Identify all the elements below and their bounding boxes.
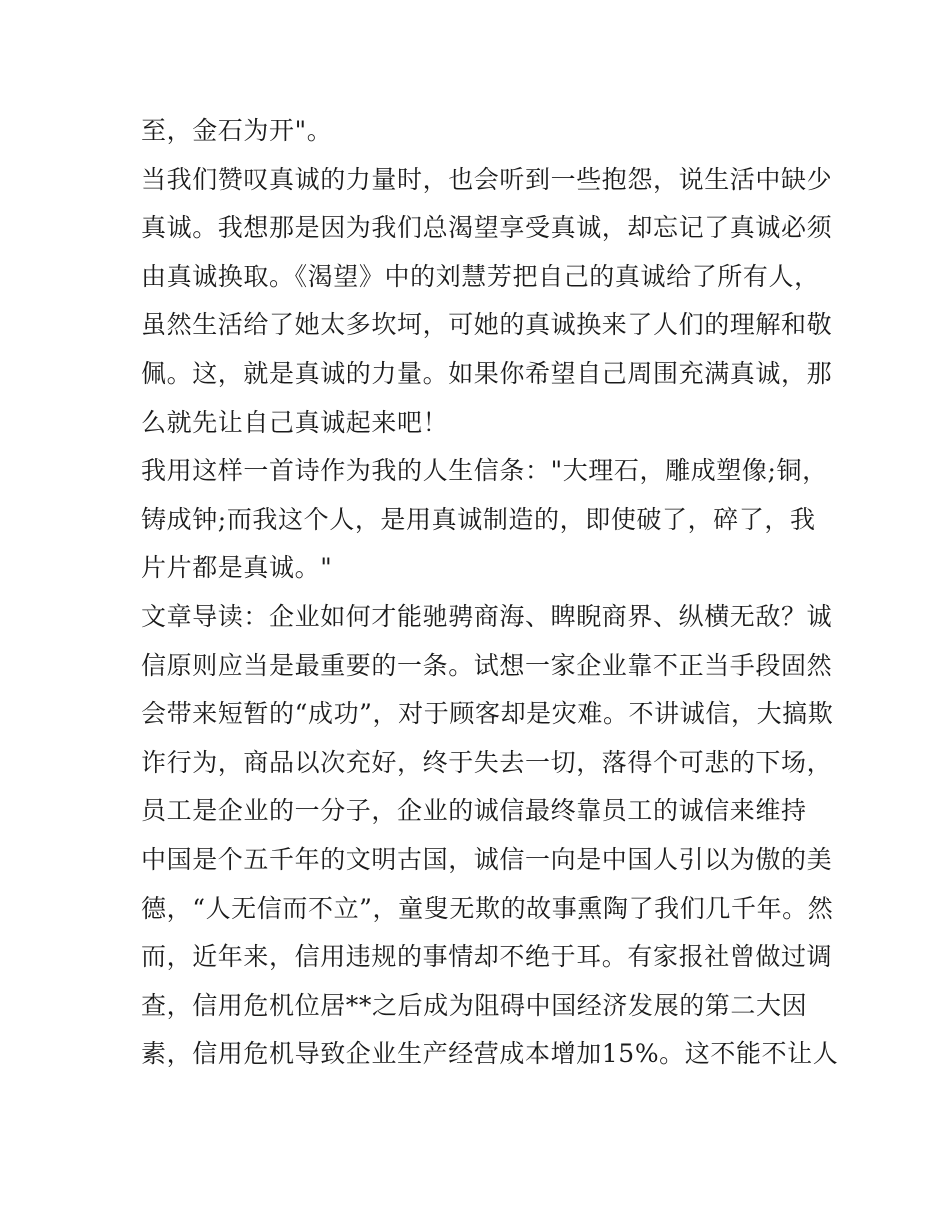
text-line: 查，信用危机位居**之后成为阻碍中国经济发展的第二大因: [141, 990, 808, 1020]
text-line: 而，近年来，信用违规的事情却不绝于耳。有家报社曾做过调: [141, 942, 833, 972]
text-line: 诈行为，商品以次充好，终于失去一切，落得个可悲的下场，: [141, 747, 833, 777]
text-line: 素，信用危机导致企业生产经营成本增加15%。这不能不让人: [141, 1039, 839, 1069]
text-line: 片片都是真诚。": [141, 553, 333, 583]
text-line: 会带来短暂的“成功”，对于顾客却是灾难。不讲诚信，大搞欺: [141, 699, 834, 729]
text-line: 至，金石为开"。: [141, 116, 333, 145]
text-line: 中国是个五千年的文明古国，诚信一向是中国人引以为傲的美: [141, 844, 833, 874]
text-line: 么就先让自己真诚起来吧！: [141, 407, 449, 437]
text-line: 铸成钟;而我这个人，是用真诚制造的，即使破了，碎了，我: [141, 504, 816, 534]
text-line: 我用这样一首诗作为我的人生信条："大理石，雕成塑像;铜，: [141, 456, 828, 486]
text-line: 当我们赞叹真诚的力量时，也会听到一些抱怨，说生活中缺少: [141, 164, 833, 194]
text-line: 真诚。我想那是因为我们总渴望享受真诚，却忘记了真诚必须: [141, 213, 833, 243]
text-line: 由真诚换取。《渴望》中的刘慧芳把自己的真诚给了所有人，: [141, 261, 820, 291]
body-text: [141, 107, 839, 1079]
text-line: 佩。这，就是真诚的力量。如果你希望自己周围充满真诚，那: [141, 358, 833, 388]
text-line: 德，“人无信而不立”，童叟无欺的故事熏陶了我们几千年。然: [141, 893, 834, 923]
text-line: 文章导读：企业如何才能驰骋商海、睥睨商界、纵横无敌？诚: [141, 601, 833, 631]
text-line: 信原则应当是最重要的一条。试想一家企业靠不正当手段固然: [141, 650, 833, 680]
text-line: 员工是企业的一分子，企业的诚信最终靠员工的诚信来维持: [141, 796, 807, 826]
text-line: 虽然生活给了她太多坎坷，可她的真诚换来了人们的理解和敬: [141, 310, 833, 340]
